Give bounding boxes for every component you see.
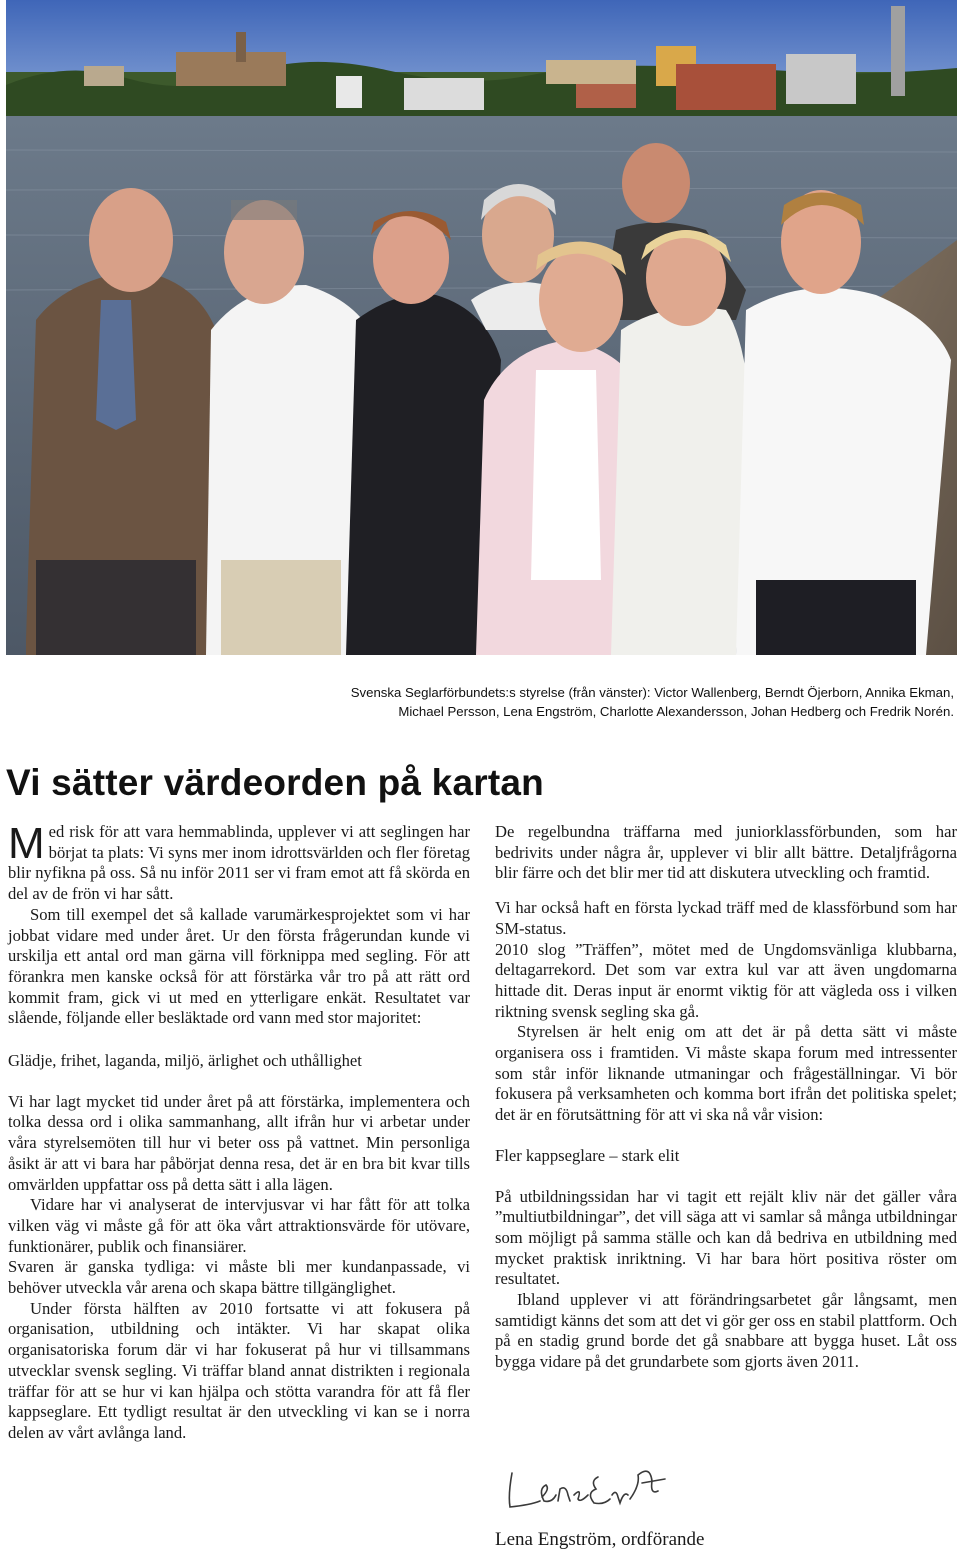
left-paragraph-2: Som till exempel det så kallade varumärkesprojektet som vi har jobbat vidare med under året. Ur den första frågerundan kunde vi urskilja ett antal ord man gärna vill förknippa med segling. För att förankra men kanske också för att förstärka vår tro på att rätt ord kommit fram, gick vi ut med en ytterligare enkät. Resultatet var slående, följande eller besläktade ord vann med stor majoritet:: [8, 904, 470, 1028]
core-values: Glädje, frihet, laganda, miljö, ärlighet och uthållighet: [8, 1051, 362, 1071]
right-paragraph-4: Styrelsen är helt enig om att det är på detta sätt vi måste organisera oss i framtiden. Vi måste skapa forum med intressenter som står inför liknande utmaningar och frågeställningar. Vi bör fokusera på verksamheten och komma bort ifrån det politiska spelet; det är en förutsättning för att vi ska nå vår vision:: [495, 1022, 957, 1125]
right-column: [495, 822, 957, 1373]
intro-text: ed risk för att vara hemmablinda, upplever vi att seglingen har börjat ta plats: Vi syns mer inom idrottsvärlden och fler företag blir nyfikna på oss. Så nu inför 2011 ser vi fram emot att få skörda en del av de frön vi har sått.: [8, 822, 470, 904]
left-paragraph-3: Vi har lagt mycket tid under året på att förstärka, implementera och tolka dessa ord i olika sammanhang, allt ifrån hur vi arbetar under våra styrelsemöten till hur vi beter oss på vattnet. Min personliga åsikt är att vi bara har påbörjat denna resa, det är en bra bit kvar tills omvärlden uppfattar oss på detta sätt i alla lägen.: [8, 1091, 470, 1194]
drop-cap: M: [8, 819, 45, 868]
left-paragraph-5: Svaren är ganska tydliga: vi måste bli mer kundanpassade, vi behöver utveckla vår arena och skapa bättre tillgänglighet.: [8, 1257, 470, 1298]
right-paragraph-2: Vi har också haft en första lyckad träff med de klassförbund som har SM-status.: [495, 898, 957, 938]
author-signoff: Lena Engström, ordförande: [495, 1529, 705, 1550]
right-paragraph-3: 2010 slog ”Träffen”, mötet med de Ungdomsvänliga klubbarna, deltagarrekord. Det som var extra kul var att även ungdomarna hittade dit. Deras input är enormt viktig för att vägleda oss i vilken riktning svensk segling ska gå.: [495, 939, 957, 1021]
right-paragraph-6: Ibland upplever vi att förändringsarbetet går långsamt, men samtidigt känns det som att det vi gör ger oss en stabil plattform. Och på en stadig grund borde det gå snabbare att bygga huset. Låt oss bygga vidare på det grundarbete som gjorts även 2011.: [495, 1290, 957, 1372]
photo-caption: [120, 683, 954, 721]
caption-line-2: Michael Persson, Lena Engström, Charlotte Alexandersson, Johan Hedberg och Fredrik Norén.: [398, 704, 954, 719]
left-column: [8, 819, 470, 1444]
intro-paragraph: [8, 819, 470, 905]
right-paragraph-5: På utbildningssidan har vi tagit ett rejält kliv när det gäller våra ”multiutbildningar”, det vill säga att vi samlar så många utbildningar som möjligt på samma ställe och kan då bedriva en utbildning med mycket praktisk inriktning. Vi har bara hört positiva röster om resultatet.: [495, 1186, 957, 1289]
vision-statement: Fler kappseglare – stark elit: [495, 1145, 680, 1165]
article-headline: Vi sätter värdeorden på kartan: [6, 762, 544, 803]
board-group-photo: [6, 0, 957, 655]
left-paragraph-4: Vidare har vi analyserat de intervjusvar vi har fått för att tolka vilken väg vi måste gå för att öka vårt attraktionsvärde för utövare, funktionärer, publik och finansiärer.: [8, 1195, 470, 1256]
left-paragraph-6: Under första hälften av 2010 fortsatte vi att fokusera på organisation, utbildning och intäkter. Vi har skapat olika organisatoriska forum där vi har fokuserat på hur vi tillsammans utvecklar svensk segling. Vi träffar bland annat distrikten i regionala träffar för att se hur vi kan hjälpa och stötta varandra för att få fler kappseglare. Ett tydligt resultat är den utveckling vi kan se i norra delen av vårt avlånga land.: [8, 1298, 470, 1442]
caption-line-1: Svenska Seglarförbundets:s styrelse (från vänster): Victor Wallenberg, Berndt Öjerborn, Annika Ekman,: [350, 685, 954, 700]
right-paragraph-1: De regelbundna träffarna med juniorklassförbunden, som har bedrivits under några år, upplever vi blir allt bättre. Detaljfrågorna blir färre och det blir mer tid att diskutera utveckling och framtid.: [495, 822, 957, 883]
handwritten-signature-icon: [500, 1455, 670, 1525]
